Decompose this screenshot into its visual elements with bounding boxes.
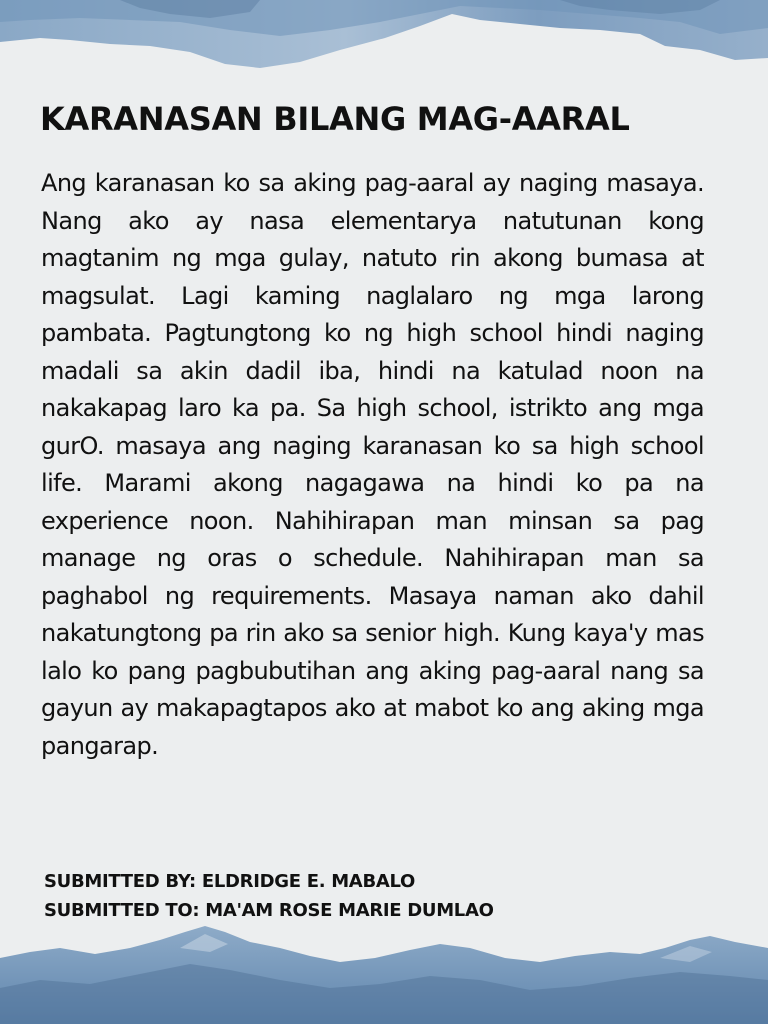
body-paragraph: Ang karanasan ko sa aking pag-aaral ay naging masaya. Nang ako ay nasa elementarya natutunan kong magtanim ng mga gulay, natuto rin akong bumasa at magsulat. Lagi kaming naglalaro ng mga larong pambata. Pagtungtong ko ng high school hindi naging madali sa akin dadil iba, hindi na katulad noon na nakakapag laro ka pa. Sa high school, istrikto ang mga gurO. masaya ang naging karanasan ko sa high school life. Marami akong nagagawa na hindi ko pa na experience noon. Nahihirapan man minsan sa pag manage ng oras o schedule. Nahihirapan man sa paghabol ng requirements. Masaya naman ako dahil nakatungtong pa rin ako sa senior high. Kung kaya'y mas lalo ko pang pagbubutihan ang aking pag-aaral nang sa gayun ay makapagtapos ako at mabot ko ang aking mga pangarap. bbox=[41, 169, 704, 760]
submitted-to-line: SUBMITTED TO: MA'AM ROSE MARIE DUMLAO bbox=[44, 900, 494, 921]
watercolor-bottom-border bbox=[0, 918, 768, 1024]
watercolor-top-border bbox=[0, 0, 768, 80]
submitted-by-line: SUBMITTED BY: ELDRIDGE E. MABALO bbox=[44, 871, 416, 892]
page-title: KARANASAN BILANG MAG-AARAL bbox=[40, 100, 630, 138]
